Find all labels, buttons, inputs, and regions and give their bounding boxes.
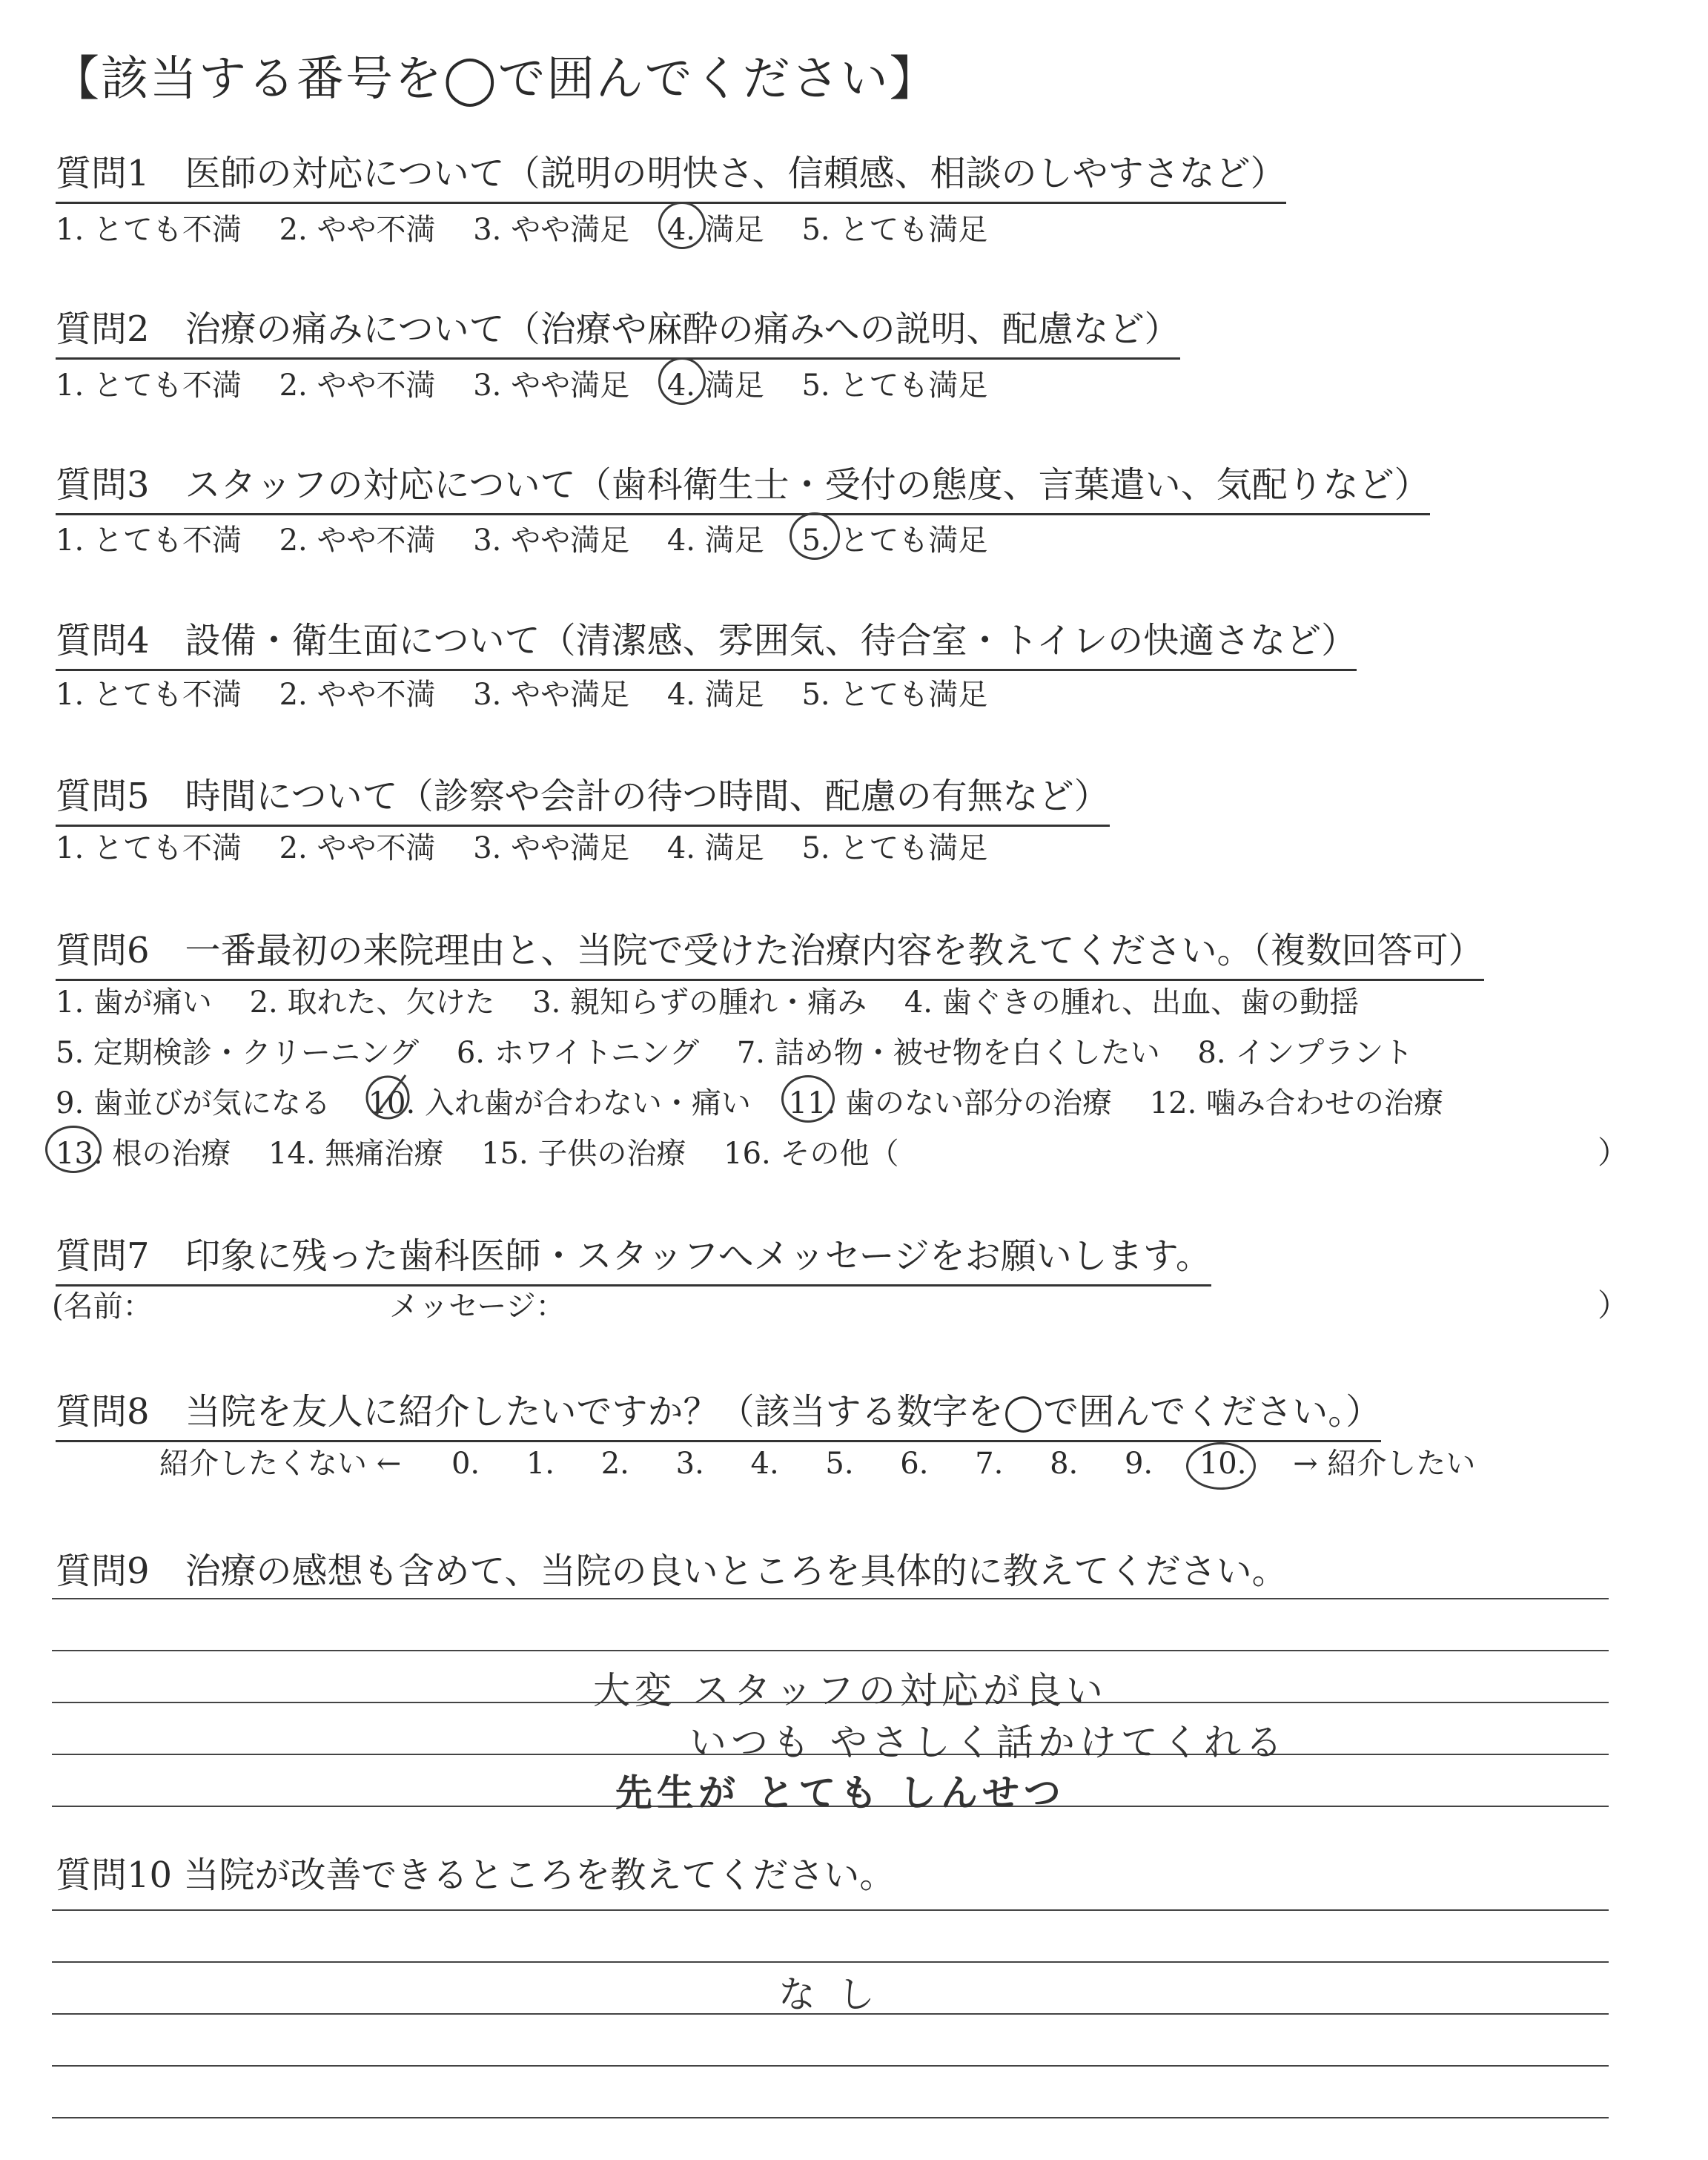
q1-option-2[interactable]: 2. やや不満	[279, 213, 436, 247]
circle-mark-icon	[790, 512, 840, 560]
question-2-label: 質問2 治療の痛みについて（治療や麻酔の痛みへの説明、配慮など）	[56, 300, 1180, 360]
q2-option-1[interactable]: 1. とても不満	[56, 369, 242, 403]
cross-mark-icon	[361, 1071, 420, 1123]
q8-option-6[interactable]: 6.	[900, 1447, 929, 1481]
q8-left-label: 紹介したくない ←	[159, 1447, 402, 1481]
q6-option-10-text: 10. 入れ歯が合わない・痛い	[368, 1086, 751, 1120]
q8-right-label: → 紹介したい	[1293, 1447, 1476, 1481]
q8-option-0[interactable]: 0.	[451, 1447, 480, 1481]
q3-option-4[interactable]: 4. 満足	[666, 524, 764, 558]
q6-option-2[interactable]: 2. 取れた、欠けた	[249, 985, 495, 1020]
q1-option-4[interactable]	[667, 206, 764, 248]
q5-option-4[interactable]: 4. 満足	[666, 831, 764, 865]
q5-option-2[interactable]: 2. やや不満	[279, 831, 436, 865]
q8-option-10-text: 10.	[1199, 1447, 1247, 1481]
question-7-label: 質問7 印象に残った歯科医師・スタッフへメッセージをお願いします。	[56, 1227, 1211, 1287]
q6-option-6[interactable]: 6. ホワイトニング	[456, 1036, 700, 1070]
question-6-row-3	[56, 1080, 1472, 1122]
q6-option-7[interactable]: 7. 詰め物・被せ物を白くしたい	[736, 1036, 1160, 1070]
q2-option-4-text: 4. 満足	[666, 369, 764, 403]
circle-mark-icon	[781, 1075, 835, 1123]
q8-option-2[interactable]: 2.	[600, 1447, 629, 1481]
question-6-row-2	[56, 1029, 1441, 1071]
q9-handwriting-line-1: 大変 スタッフの対応が良い	[593, 1669, 1108, 1712]
q1-option-4-text: 4. 満足	[666, 213, 764, 247]
question-6-row-1	[56, 979, 1387, 1021]
q5-option-1[interactable]: 1. とても不満	[56, 831, 242, 865]
q8-option-5[interactable]: 5.	[825, 1447, 854, 1481]
q8-option-10[interactable]	[1199, 1447, 1247, 1481]
q8-option-9[interactable]: 9.	[1124, 1447, 1153, 1481]
q6-other-close-paren: ）	[1598, 1135, 1629, 1171]
q6-option-16[interactable]: 16. その他（	[724, 1137, 899, 1171]
q4-option-1[interactable]: 1. とても不満	[56, 678, 242, 712]
q6-option-14[interactable]: 14. 無痛治療	[268, 1137, 444, 1171]
q6-option-15[interactable]: 15. 子供の治療	[481, 1137, 686, 1171]
question-5-label: 質問5 時間について（診察や会計の待つ時間、配慮の有無など）	[56, 767, 1110, 827]
question-6-label: 質問6 一番最初の来院理由と、当院で受けた治療内容を教えてください。（複数回答可）	[56, 922, 1484, 981]
q6-option-12[interactable]: 12. 噛み合わせの治療	[1149, 1086, 1444, 1120]
q5-option-3[interactable]: 3. やや満足	[473, 831, 630, 865]
q6-option-8[interactable]: 8. インプラント	[1197, 1036, 1414, 1070]
q6-option-3[interactable]: 3. 親知らずの腫れ・痛み	[532, 985, 867, 1020]
circle-mark-icon	[1186, 1442, 1256, 1490]
question-3-label: 質問3 スタッフの対応について（歯科衛生士・受付の態度、言葉遣い、気配りなど）	[56, 456, 1430, 515]
q8-option-7[interactable]: 7.	[975, 1447, 1004, 1481]
q10-answer-line-4	[52, 2065, 1609, 2067]
question-1-options	[56, 206, 1016, 248]
q3-option-5[interactable]	[801, 517, 987, 559]
q7-name-label: (名前：	[52, 1289, 153, 1324]
q2-option-3[interactable]: 3. やや満足	[473, 369, 630, 403]
q2-option-5[interactable]: 5. とても満足	[801, 369, 988, 403]
question-4-label: 質問4 設備・衛生面について（清潔感、雰囲気、待合室・トイレの快適さなど）	[56, 612, 1357, 671]
q8-scale	[159, 1440, 1503, 1482]
q6-option-13[interactable]	[56, 1130, 231, 1172]
question-2-options	[56, 362, 1016, 404]
q2-option-2[interactable]: 2. やや不満	[279, 369, 436, 403]
q3-option-2[interactable]: 2. やや不満	[279, 524, 436, 558]
q10-handwriting-line-1: なし	[778, 1973, 897, 2016]
q8-option-3[interactable]: 3.	[675, 1447, 704, 1481]
q4-option-5[interactable]: 5. とても満足	[801, 678, 988, 712]
q9-answer-line-1	[52, 1598, 1609, 1599]
question-5-options	[56, 825, 1016, 867]
q6-option-11[interactable]	[789, 1080, 1112, 1122]
q10-answer-line-1	[52, 1909, 1609, 1911]
circle-mark-icon	[658, 357, 706, 405]
question-8-label: 質問8 当院を友人に紹介したいですか？（該当する数字を◯で囲んでください。）	[56, 1383, 1381, 1442]
q4-option-2[interactable]: 2. やや不満	[279, 678, 436, 712]
q6-option-13-text: 13. 根の治療	[56, 1137, 231, 1171]
q4-option-3[interactable]: 3. やや満足	[473, 678, 630, 712]
question-4-options	[56, 671, 1016, 713]
q6-option-11-text: 11. 歯のない部分の治療	[788, 1086, 1112, 1120]
q1-option-3[interactable]: 3. やや満足	[473, 213, 630, 247]
q3-option-1[interactable]: 1. とても不満	[56, 524, 242, 558]
question-6-row-4	[56, 1130, 927, 1172]
page-title: 【該当する番号を◯で囲んでください】	[52, 52, 939, 107]
q8-option-1[interactable]: 1.	[526, 1447, 555, 1481]
q7-message-label: メッセージ：	[389, 1289, 566, 1324]
q4-option-4[interactable]: 4. 満足	[666, 678, 764, 712]
circle-mark-icon	[658, 202, 706, 249]
q3-option-5-text: 5. とても満足	[801, 524, 988, 558]
q9-handwriting-line-3: 先生が とても しんせつ	[615, 1771, 1065, 1814]
question-10-label: 質問10 当院が改善できるところを教えてください。	[56, 1855, 896, 1896]
q9-answer-line-2	[52, 1650, 1609, 1651]
q2-option-4[interactable]	[667, 362, 764, 404]
q6-option-10[interactable]	[368, 1080, 751, 1122]
q10-answer-line-2	[52, 1961, 1609, 1963]
q6-option-4[interactable]: 4. 歯ぐきの腫れ、出血、歯の動揺	[904, 985, 1360, 1020]
q9-handwriting-line-2: いつも やさしく話かけてくれる	[689, 1721, 1287, 1764]
q6-option-5[interactable]: 5. 定期検診・クリーニング	[56, 1036, 420, 1070]
q1-option-5[interactable]: 5. とても満足	[801, 213, 988, 247]
q5-option-5[interactable]: 5. とても満足	[801, 831, 988, 865]
q7-close-paren: ）	[1598, 1287, 1629, 1324]
q6-option-9[interactable]: 9. 歯並びが気になる	[56, 1086, 331, 1120]
q3-option-3[interactable]: 3. やや満足	[473, 524, 630, 558]
q1-option-1[interactable]: 1. とても不満	[56, 213, 242, 247]
question-3-options	[56, 517, 1016, 559]
q10-answer-line-5	[52, 2117, 1609, 2118]
question-1-label: 質問1 医師の対応について（説明の明快さ、信頼感、相談のしやすさなど）	[56, 145, 1286, 204]
q8-option-4[interactable]: 4.	[750, 1447, 779, 1481]
q6-option-1[interactable]: 1. 歯が痛い	[56, 985, 212, 1020]
circle-mark-icon	[45, 1126, 102, 1173]
question-9-label: 質問9 治療の感想も含めて、当院の良いところを具体的に教えてください。	[56, 1550, 1288, 1592]
q8-option-8[interactable]: 8.	[1050, 1447, 1079, 1481]
